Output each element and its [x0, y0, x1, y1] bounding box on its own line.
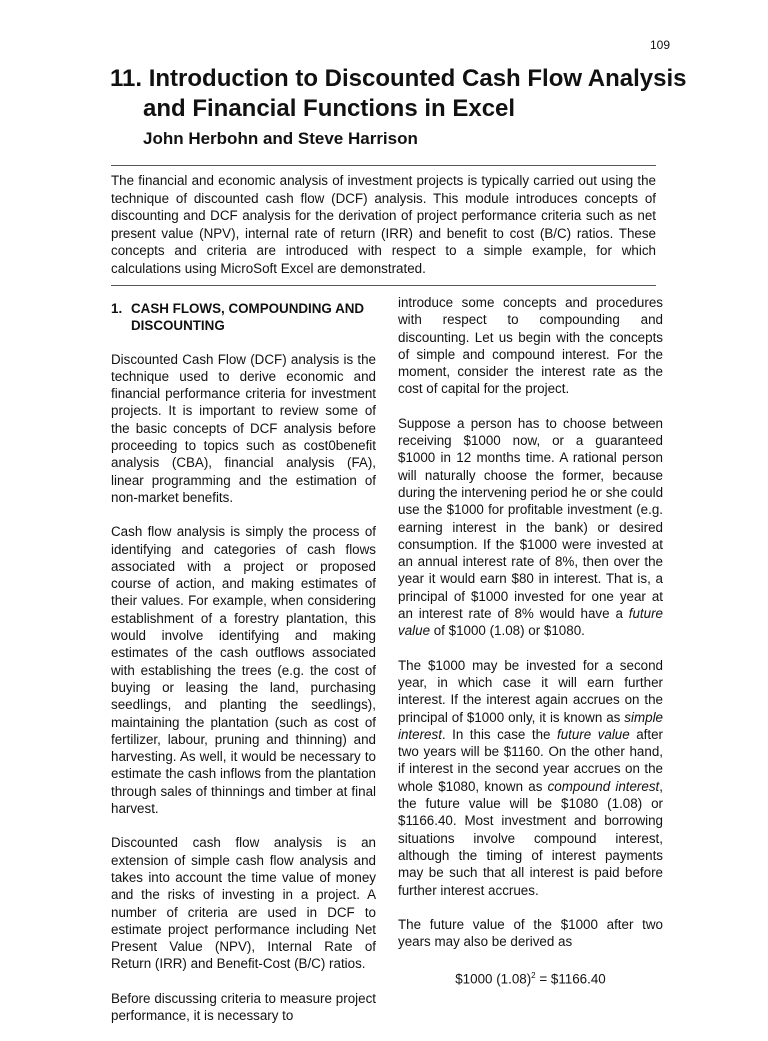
- text-run: . In this case the: [441, 726, 557, 742]
- formula-exponent: 2: [531, 971, 536, 981]
- emphasis: future value: [556, 726, 630, 742]
- title-line-2: and Financial Functions in Excel: [143, 95, 516, 122]
- paragraph: Before discussing criteria to measure project performance, it is necessary to: [111, 990, 376, 1023]
- paragraph: Cash flow analysis is simply the process of identifying and categories of cash flows associated with a project or proposed course of action, and making estimates of their values. For example, when considering establishment of a forestry plantation, this would involve identifying and making estimates of the cash outflows associated with establishing the trees (e.g. the cost of buying or leasing the land, purchasing seedlings, and planting the seedlings), maintaining the plantation (such as cost of fertilizer, labour, pruning and thinning) and harvesting. As well, it would be necessary to estimate the cash inflows from the plantation through sales of thinnings and timber at final harvest.: [111, 524, 376, 817]
- paragraph: introduce some concepts and procedures with respect to compounding and discounting. Let us begin with the concepts of simple and compound interest. For the moment, consider the interest rate as the cost of capital for the project.: [398, 295, 663, 397]
- paragraph: [398, 657, 663, 899]
- text-run: , the future value will be $1080 (1.08) or $1166.40. Most investment and borrowing situations involve compound interest, although the timing of interest payments may be such that all interest is paid before further interest accrues.: [398, 778, 663, 898]
- formula: [398, 967, 663, 988]
- text-run: of $1000 (1.08) or $1080.: [430, 623, 585, 639]
- page-number: 109: [649, 38, 670, 52]
- emphasis: compound interest: [547, 778, 660, 794]
- emphasis: future value: [398, 606, 663, 639]
- authors: John Herbohn and Steve Harrison: [143, 129, 418, 148]
- section-number: 1.: [111, 301, 123, 316]
- emphasis: simple interest: [398, 709, 663, 742]
- text-run: after two years will be $1160. On the other hand, if interest in the second year accrues on the whole $1080, known as: [398, 726, 663, 794]
- paragraph: [398, 415, 663, 640]
- paragraph: Discounted Cash Flow (DCF) analysis is the technique used to derive economic and financial performance criteria for investment projects. It is important to review some of the basic concepts of DCF analysis before proceeding to topics such as cost0benefit analysis (CBA), financial analysis (FA), linear programming and the estimation of non-market benefits.: [111, 351, 376, 505]
- paragraph: The future value of the $1000 after two years may also be derived as: [398, 916, 663, 950]
- section-heading-text: CASH FLOWS, COMPOUNDING AND DISCOUNTING: [131, 301, 365, 334]
- left-column: [111, 300, 376, 1041]
- text-run: Suppose a person has to choose between receiving $1000 now, or a guaranteed $1000 in 12 months time. A rational person will naturally choose the former, because during the intervening period he or she could use the $1000 for profitable investment (e.g. earning interest in the bank) or desired consumption. If the $1000 were invested at an annual interest rate of 8%, then over the year it would earn $80 in interest. That is, a principal of $1000 invested for one year at an interest rate of 8% would have a: [398, 415, 664, 622]
- abstract: The financial and economic analysis of investment projects is typically carried out using the technique of discounted cash flow (DCF) analysis. This module introduces concepts of discounting and DCF analysis for the derivation of project performance criteria such as net present value (NPV), internal rate of return (IRR) and benefit to cost (B/C) ratios. These concepts and criteria are introduced with respect to a simple example, for which calculations using MicroSoft Excel are demonstrated.: [111, 165, 656, 286]
- title-line-1: 11. Introduction to Discounted Cash Flow Analysis: [110, 65, 687, 92]
- formula-base: $1000 (1.08): [455, 971, 532, 987]
- section-heading: [111, 300, 376, 335]
- text-run: The $1000 may be invested for a second year, in which case it will earn further interest. If the interest again accrues on the principal of $1000 only, it is known as: [398, 657, 663, 725]
- formula-result: = $1166.40: [535, 971, 606, 987]
- page-title: [110, 64, 730, 124]
- right-column: [398, 294, 663, 988]
- paragraph: Discounted cash flow analysis is an extension of simple cash flow analysis and takes into account the time value of money and the risks of investing in a project. A number of criteria are used in DCF to estimate project performance including Net Present Value (NPV), Internal Rate of Return (IRR) and Benefit-Cost (B/C) ratios.: [111, 835, 376, 972]
